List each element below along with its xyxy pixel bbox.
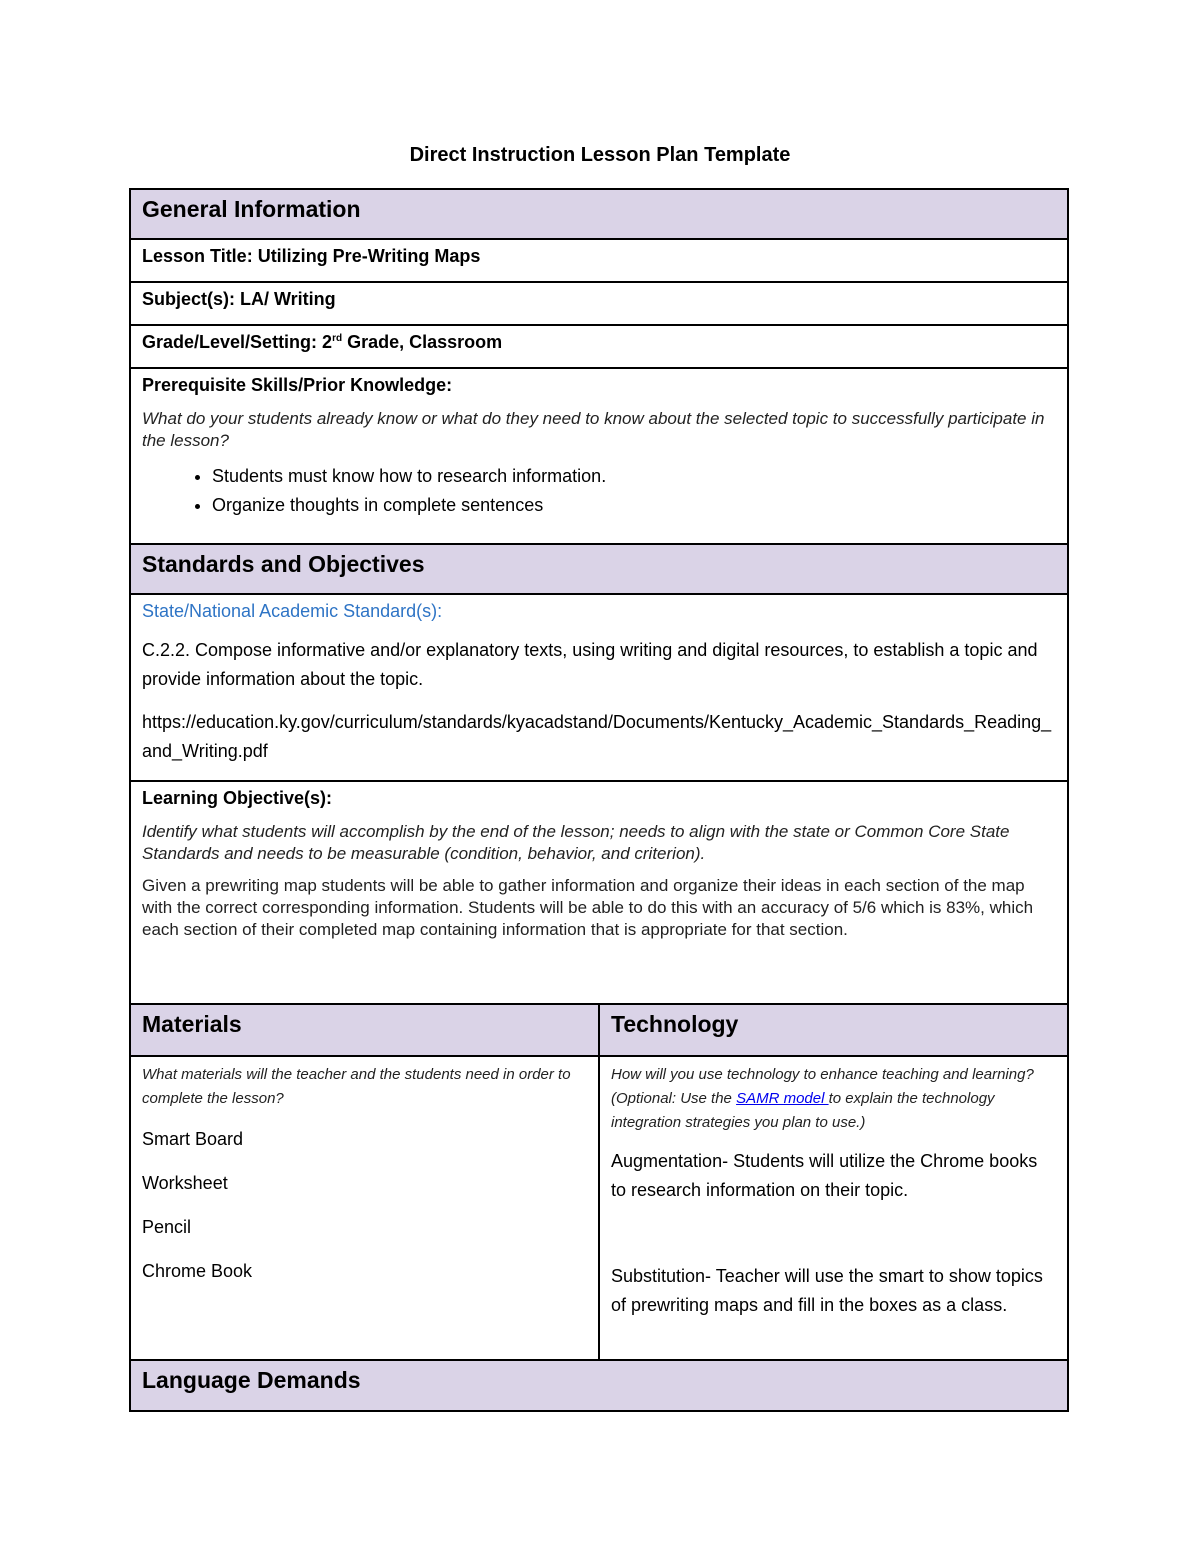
general-information-header: General Information [131,190,1067,240]
material-item: Worksheet [142,1173,228,1193]
prompt-text: to explain the technology integration strategies you plan to use.) [611,1090,995,1131]
prereq-label: Prerequisite Skills/Prior Knowledge: [142,375,453,395]
material-item: Chrome Book [142,1261,253,1281]
grade-sup: rd [332,333,343,344]
prerequisite-section [131,369,1067,545]
lesson-plan-table [129,188,1069,1412]
technology-cell [600,1057,1067,1359]
document-title: Direct Instruction Lesson Plan Template [409,144,791,166]
materials-prompt: What materials will the teacher and the students need in order to complete the lesson? [142,1066,571,1107]
list-item: • Organize thoughts in complete sentences [212,491,1056,520]
subject: Subject(s): LA/ Writing [131,283,1067,326]
list-item: • Students must know how to research information. [212,462,1056,491]
material-item: Smart Board [142,1129,244,1149]
materials-cell [131,1057,600,1359]
grade-prefix: Grade/Level/Setting: 2 [142,332,333,352]
technology-prompt [611,1063,1056,1135]
materials-technology-body [131,1057,1067,1361]
state-standard-label: State/National Academic Standard(s): [142,601,443,621]
material-item: Pencil [142,1217,192,1237]
prereq-prompt: What do your students already know or what do they need to know about the selected topic to successfully participate in the lesson? [142,409,1045,450]
state-standard-section [131,595,1067,782]
grade-level-setting [131,326,1067,369]
samr-model-link[interactable]: SAMR model [736,1090,829,1107]
learning-objective-section [131,782,1067,1005]
standard-text: C.2.2. Compose informative and/or explanatory texts, using writing and digital resources, to establish a topic and provide information about the topic. [142,640,1038,689]
lesson-title: Lesson Title: Utilizing Pre-Writing Maps [131,240,1067,283]
prereq-list [142,462,1056,520]
language-demands-header: Language Demands [131,1361,1067,1410]
prompt-text: How will you use technology to enhance teaching and learning? (Optional: Use the [611,1066,1034,1107]
augmentation-text: Augmentation- Students will utilize the Chrome books to research information on their topic. [611,1151,1038,1200]
objective-prompt: Identify what students will accomplish by the end of the lesson; needs to align with the state or Common Core State Standards and needs to be measurable (condition, behavior, and criterion). [142,822,1010,863]
materials-technology-header [131,1005,1067,1057]
grade-suffix: Grade, Classroom [342,332,503,352]
objective-label: Learning Objective(s): [142,788,333,808]
technology-header: Technology [611,1011,739,1037]
objective-text: Given a prewriting map students will be able to gather information and organize their ideas in each section of the map with the correct corresponding information. Students will be able to do this with an accuracy of 5/6 which is 83%, which each section of their completed map containing information that is appropriate for that section. [142,876,1034,939]
standards-header: Standards and Objectives [131,545,1067,595]
standard-url: https://education.ky.gov/curriculum/standards/kyacadstand/Documents/Kentucky_Academic_Standards_Reading_and_Writing.pdf [142,712,1052,761]
substitution-text: Substitution- Teacher will use the smart to show topics of prewriting maps and fill in the boxes as a class. [611,1266,1043,1315]
materials-header: Materials [131,1005,600,1055]
